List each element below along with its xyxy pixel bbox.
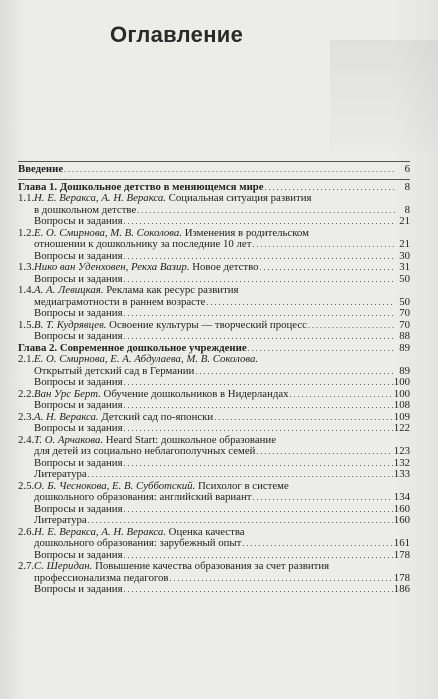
leader-dots	[214, 412, 393, 424]
leader-dots	[206, 297, 395, 309]
page-number: 89	[399, 341, 410, 354]
leader-dots	[256, 446, 392, 458]
leader-dots	[124, 423, 393, 435]
page-number: 134	[393, 491, 410, 503]
author-names: Е. О. Смирнова, М. В. Соколова.	[34, 226, 183, 239]
chapter-heading: Глава 1. Дошкольное детство в меняющемся мире	[18, 180, 264, 193]
author-names: Е. О. Смирнова, Е. А. Абдулаева, М. В. Соколова.	[34, 353, 259, 365]
entry-title: Вопросы и задания	[34, 215, 123, 227]
chapter-heading: Введение	[18, 163, 64, 175]
leader-dots	[124, 504, 393, 516]
page-number: 109	[393, 410, 410, 423]
entry-title: для детей из социально неблагополучных семей	[34, 445, 256, 457]
page-number: 123	[393, 445, 410, 457]
page-number: 21	[399, 215, 410, 227]
toc-line	[18, 446, 410, 458]
section-number: 2.5.	[18, 479, 35, 492]
leader-dots	[170, 573, 393, 585]
entry-title: Вопросы и задания	[34, 502, 123, 515]
section-number: 2.1.	[18, 353, 35, 365]
entry-title: Литература	[34, 514, 87, 526]
author-names: Н. Е. Веракса, А. Н. Веракса.	[34, 525, 166, 538]
page-number: 160	[393, 502, 410, 515]
leader-dots	[124, 400, 393, 412]
page-title: Оглавление	[110, 22, 244, 47]
entry-title: в дошкольном детстве	[34, 203, 137, 216]
section-number: 2.2.	[18, 387, 35, 400]
page-number: 178	[393, 571, 410, 584]
entry-title: Вопросы и задания	[34, 422, 123, 434]
page-number: 50	[399, 295, 410, 308]
leader-dots	[124, 331, 395, 343]
author-names: А. Н. Веракса.	[34, 410, 99, 423]
entry-title: медиаграмотности в раннем возрасте	[34, 295, 206, 308]
entry-title: Вопросы и задания	[34, 376, 123, 388]
leader-dots	[252, 239, 395, 251]
leader-dots	[88, 469, 393, 481]
toc-line	[18, 164, 410, 176]
toc-line	[18, 377, 410, 389]
section-number: 1.5.	[18, 318, 35, 331]
entry-title: Вопросы и задания	[34, 272, 123, 285]
top-rule	[18, 161, 410, 162]
author-names: А. А. Левицкая.	[34, 284, 104, 296]
page-number: 100	[393, 376, 410, 388]
page-number: 178	[393, 548, 410, 561]
toc-line	[18, 262, 410, 274]
table-of-contents	[18, 164, 410, 596]
entry-title: Вопросы и задания	[34, 330, 123, 342]
author-names: Н. Е. Веракса, А. Н. Веракса.	[34, 192, 166, 204]
entry-title: дошкольного образования: английский вариант	[34, 491, 252, 503]
page-number: 89	[399, 364, 410, 377]
entry-title: Вопросы и задания	[34, 249, 123, 262]
section-number: 1.3.	[18, 261, 35, 273]
entry-title: Открытый детский сад в Германии	[34, 364, 195, 377]
toc-line	[18, 561, 410, 573]
page-number: 88	[399, 330, 410, 342]
page-number: 30	[399, 249, 410, 262]
page-number: 108	[393, 399, 410, 411]
section-number: 1.2.	[18, 226, 35, 239]
leader-dots	[252, 492, 392, 504]
entry-title: Реклама как ресурс развития	[106, 284, 239, 296]
entry-title: Вопросы и задания	[34, 456, 123, 469]
page-number: 6	[404, 163, 410, 175]
page-number: 160	[393, 514, 410, 526]
entry-title: профессионализма педагогов	[34, 571, 169, 584]
leader-dots	[124, 458, 393, 470]
toc-line	[18, 584, 410, 596]
leader-dots	[290, 389, 393, 401]
page-number: 100	[393, 387, 410, 400]
page-number: 21	[399, 238, 410, 250]
author-names: Ван Урс Берт.	[34, 387, 101, 400]
section-number: 2.4.	[18, 433, 35, 446]
page-number: 70	[399, 318, 410, 331]
toc-line	[18, 538, 410, 550]
toc-line	[18, 331, 410, 343]
author-names: В. Т. Кудрявцев.	[34, 318, 107, 331]
toc-line	[18, 239, 410, 251]
entry-title: Вопросы и задания	[34, 399, 123, 411]
section-number: 2.6.	[18, 525, 35, 538]
entry-title: Вопросы и задания	[34, 548, 123, 561]
page-number: 8	[404, 180, 410, 193]
entry-title: Социальная ситуация развития	[168, 192, 312, 204]
leader-dots	[248, 343, 395, 355]
author-names: О. Б. Чеснокова, Е. В. Субботский.	[34, 479, 196, 492]
entry-title: Психолог в системе	[197, 479, 289, 492]
page-number: 50	[399, 272, 410, 285]
author-names: С. Шеридан.	[34, 560, 93, 572]
leader-dots	[242, 538, 392, 550]
page-number: 133	[393, 468, 410, 480]
leader-dots	[195, 366, 395, 378]
leader-dots	[308, 320, 395, 332]
section-number: 1.4.	[18, 284, 35, 296]
leader-dots	[64, 164, 395, 176]
entry-title: Новое детство	[192, 261, 259, 273]
leader-dots	[124, 377, 393, 389]
entry-title: Обучение дошкольников в Нидерландах	[103, 387, 289, 400]
toc-line	[18, 400, 410, 412]
toc-line	[18, 354, 410, 366]
entry-title: дошкольного образования: зарубежный опыт	[34, 537, 242, 549]
section-number: 2.7.	[18, 560, 35, 572]
page-number: 31	[399, 261, 410, 273]
page-number: 70	[399, 307, 410, 319]
entry-title: Повышение качества образования за счет развития	[95, 560, 330, 572]
entry-title: Литература	[34, 468, 87, 480]
page-number: 132	[393, 456, 410, 469]
page-number: 161	[393, 537, 410, 549]
leader-dots	[260, 262, 395, 274]
show-through-shadow	[330, 40, 438, 150]
leader-dots	[137, 205, 395, 217]
entry-title: Освоение культуры — творческий процесс	[109, 318, 307, 331]
page-number: 122	[393, 422, 410, 434]
toc-line	[18, 285, 410, 297]
leader-dots	[124, 216, 395, 228]
leader-dots	[124, 308, 395, 320]
toc-line	[18, 469, 410, 481]
page-number: 8	[404, 203, 410, 216]
entry-title: Вопросы и задания	[34, 583, 123, 595]
toc-line	[18, 216, 410, 228]
entry-title: Вопросы и задания	[34, 307, 123, 319]
page-number: 186	[393, 583, 410, 595]
toc-line	[18, 308, 410, 320]
toc-line	[18, 515, 410, 527]
entry-title: Оценка качества	[168, 525, 245, 538]
section-rule	[18, 179, 410, 180]
entry-title: Heard Start: дошкольное образование	[105, 433, 276, 446]
entry-title: Изменения в родительском	[184, 226, 309, 239]
toc-line	[18, 492, 410, 504]
author-names: Нико ван Уденховен, Рекха Вазир.	[34, 261, 190, 273]
toc-line	[18, 193, 410, 205]
entry-title: отношении к дошкольнику за последние 10 лет	[34, 238, 252, 250]
entry-title: Детский сад по-японски	[101, 410, 214, 423]
section-number: 1.1.	[18, 192, 35, 204]
author-names: Т. О. Арчакова.	[34, 433, 104, 446]
toc-line	[18, 423, 410, 435]
leader-dots	[88, 515, 393, 527]
section-number: 2.3.	[18, 410, 35, 423]
leader-dots	[124, 584, 393, 596]
chapter-heading: Глава 2. Современное дошкольное учреждение	[18, 341, 247, 354]
